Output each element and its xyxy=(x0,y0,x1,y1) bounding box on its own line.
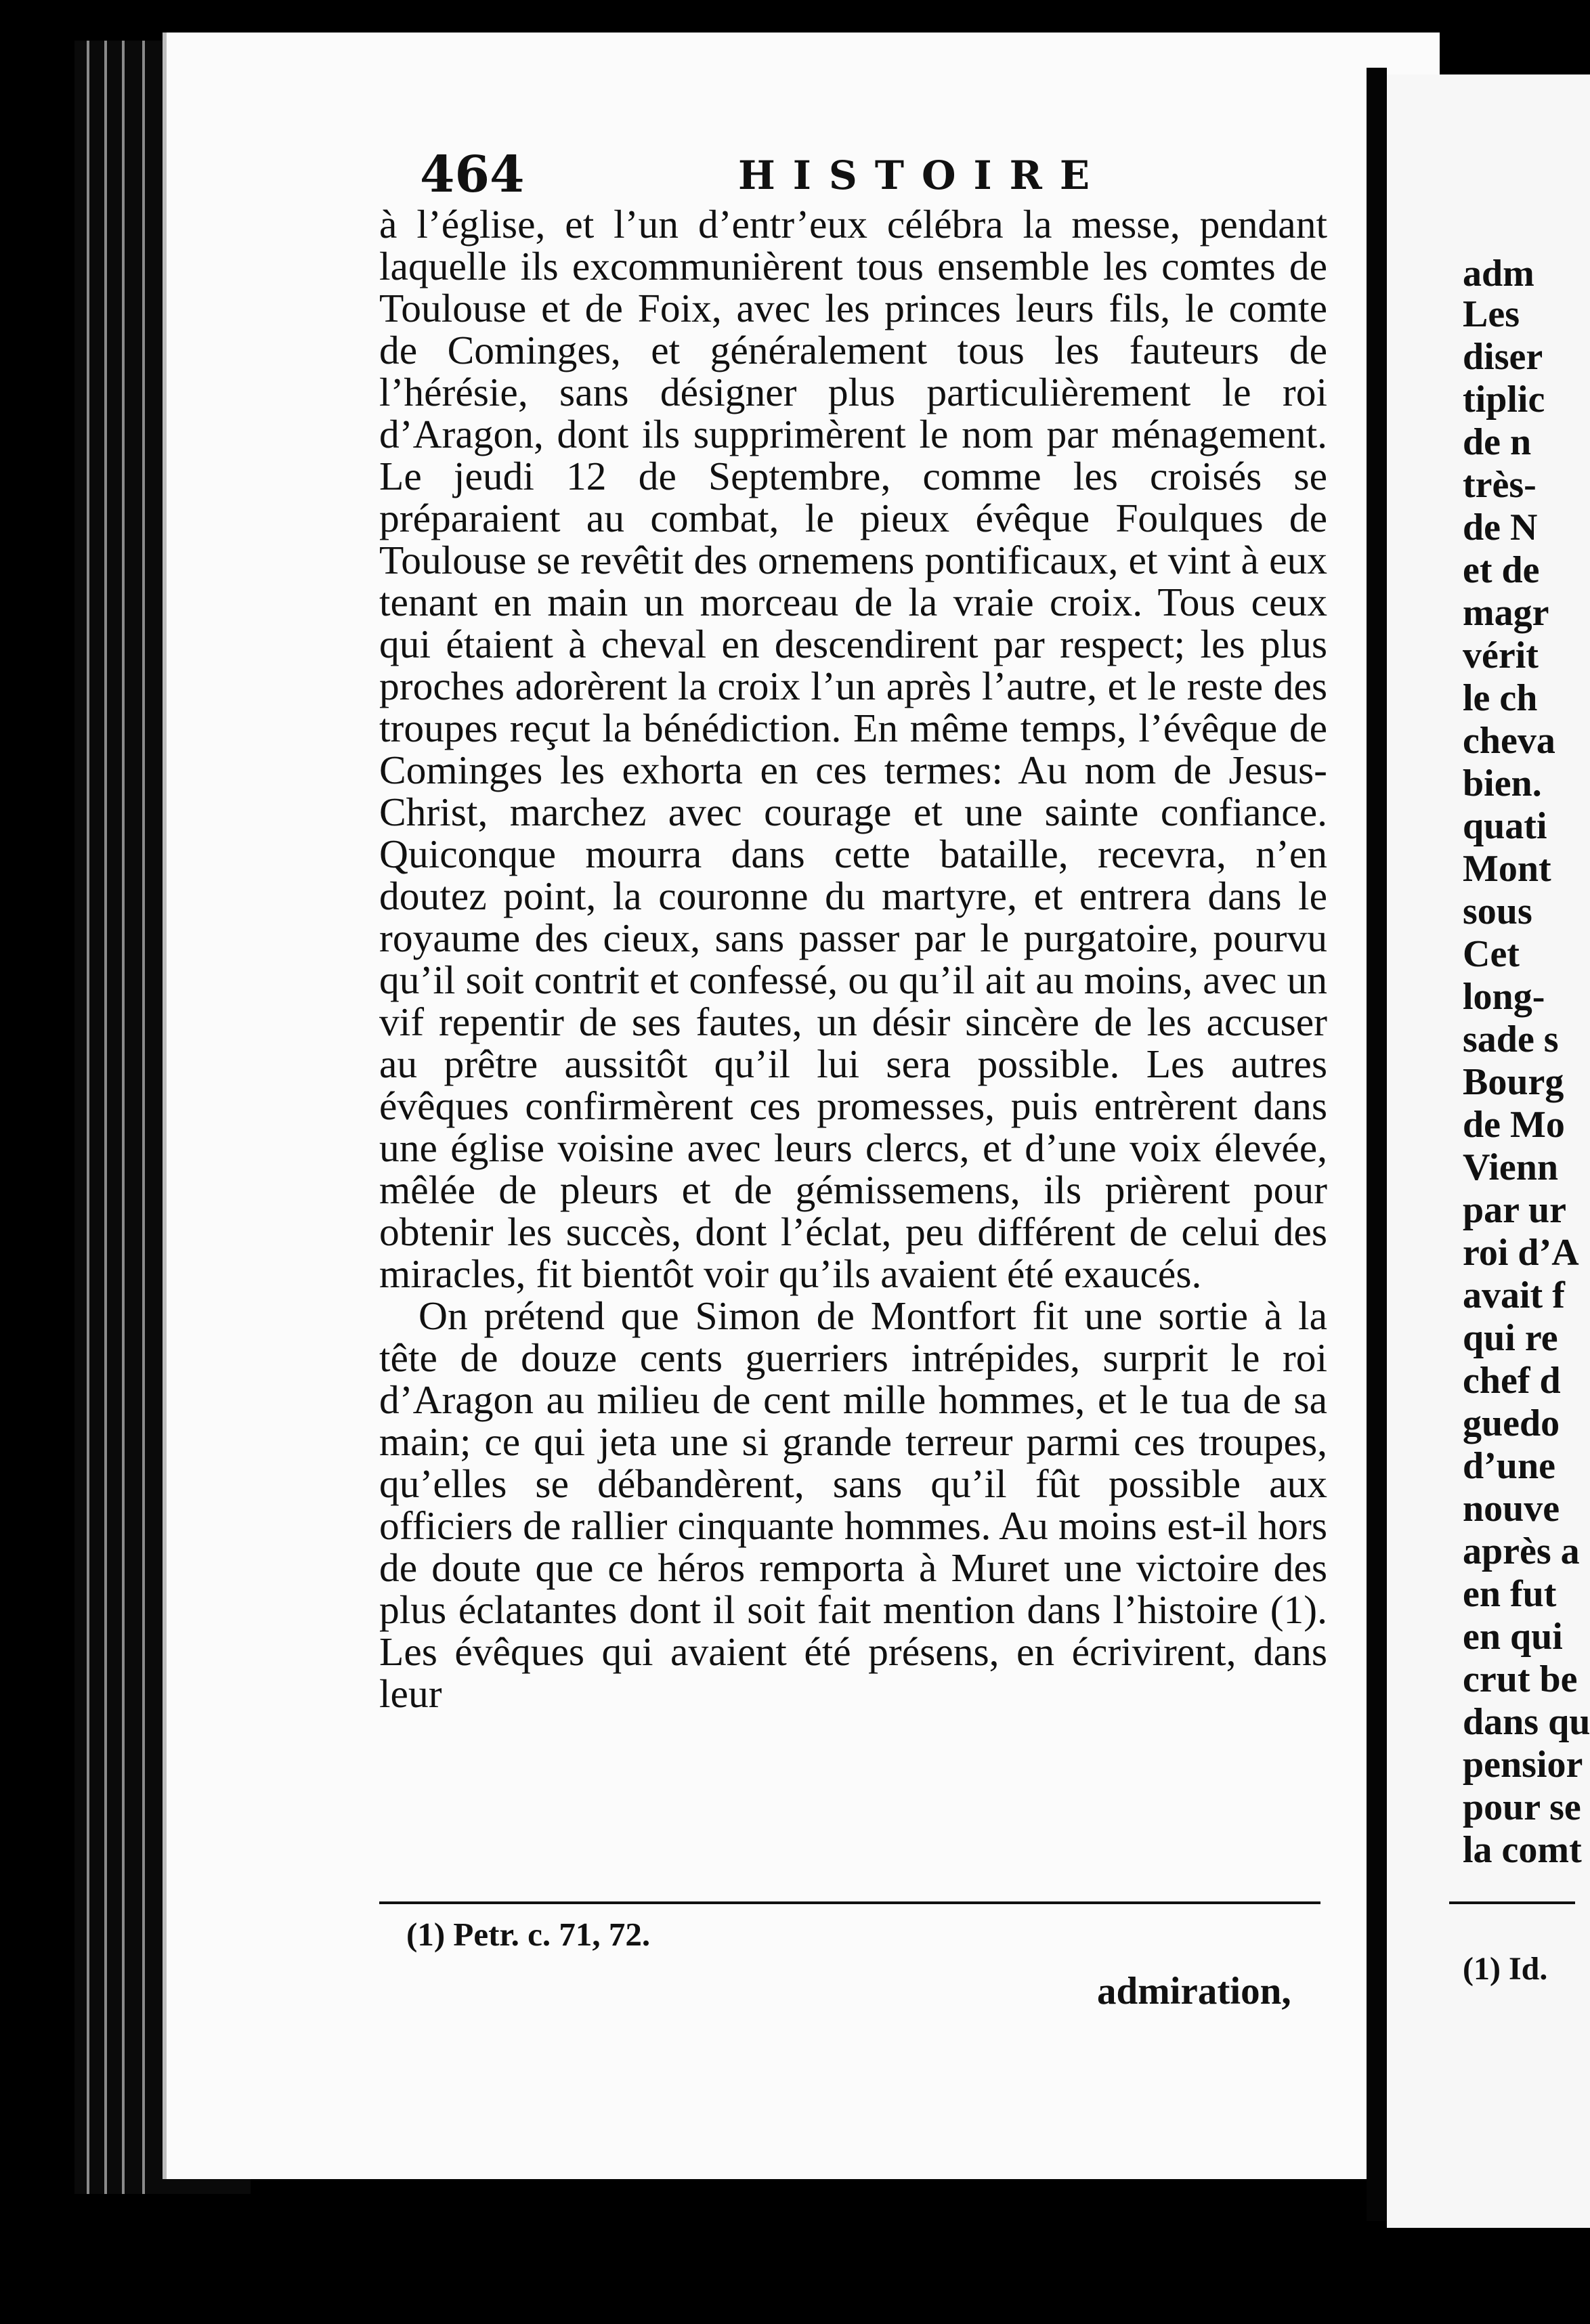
right-fragment: guedo xyxy=(1463,1402,1560,1444)
footnote: (1) Petr. c. 71, 72. xyxy=(406,1916,651,1953)
right-fragment: pour se xyxy=(1463,1786,1581,1828)
page-header xyxy=(420,146,1341,204)
paragraph: On prétend que Simon de Montfort fit une sortie à la tête de douze cents guerriers intrépides, surprit le roi d’Aragon au milieu de cent mille hommes, et le tua de sa main; ce qui jeta une si grande terreur parmi ces troupes, qu’elles se débandèrent, sans qu’il fût possible aux officiers de rallier cinquante hommes. Au moins est-il hors de doute que ce héros remporta à Muret une victoire des plus éclatantes dont il soit fait mention dans l’histoire (1). Les évêques qui avaient été présens, en écrivirent, dans leur xyxy=(379,1293,1327,1716)
right-fragment: Vienn xyxy=(1463,1146,1559,1188)
right-fragment: le ch xyxy=(1463,677,1538,719)
right-fragment: de N xyxy=(1463,507,1538,548)
right-fragment: tiplic xyxy=(1463,379,1545,421)
right-fragment: cheva xyxy=(1463,720,1555,762)
catchword: admiration, xyxy=(1097,1970,1291,2013)
right-footnote: (1) Id. xyxy=(1463,1951,1548,1987)
right-fragment: Les xyxy=(1463,293,1520,335)
right-fragment: d’une xyxy=(1463,1445,1555,1487)
right-fragment: adm xyxy=(1463,253,1534,295)
right-fragment: qui re xyxy=(1463,1317,1558,1359)
right-fragment: très- xyxy=(1463,464,1537,506)
running-title: HISTOIRE xyxy=(738,152,1108,198)
right-fragment: et de xyxy=(1463,549,1540,591)
right-fragment: vérit xyxy=(1463,634,1539,676)
footnote-rule xyxy=(379,1901,1320,1904)
right-fragment: en fut xyxy=(1463,1573,1557,1615)
right-fragment: Mont xyxy=(1463,848,1551,890)
right-fragment: par ur xyxy=(1463,1189,1566,1231)
right-fragment: en qui xyxy=(1463,1616,1563,1658)
right-fragment: Cet xyxy=(1463,933,1520,975)
right-fragment: dans qu xyxy=(1463,1701,1590,1743)
right-fragment: avait f xyxy=(1463,1274,1565,1316)
page-gutter xyxy=(1367,68,1387,2221)
right-fragment: après a xyxy=(1463,1530,1580,1572)
page-number: 464 xyxy=(420,146,525,204)
right-fragment: de Mo xyxy=(1463,1104,1565,1146)
main-text xyxy=(379,203,1327,1715)
right-fragment: Bourg xyxy=(1463,1061,1564,1103)
right-fragment: sade s xyxy=(1463,1018,1559,1060)
paragraph: à l’église, et l’un d’entr’eux célébra la messe, pendant laquelle ils excommunièrent tous ensemble les comtes de Toulouse et de Foix, avec les princes leurs fils, le comte de Cominges, et généralement tous les fauteurs de l’hérésie, sans désigner plus particulièrement le roi d’Aragon, dont ils supprimèrent le nom par ménagement. Le jeudi 12 de Septembre, comme les croisés se préparaient au combat, le pieux évêque Foulques de Toulouse se revêtit des ornemens pontificaux, et vint à eux tenant en main un morceau de la vraie croix. Tous ceux qui étaient à cheval en descendirent par respect; les plus proches adorèrent la croix l’un après l’autre, et le reste des troupes reçut la bénédiction. En même temps, l’évêque de Cominges les exhorta en ces termes: Au nom de Jesus-Christ, marchez avec courage et une sainte confiance. Quiconque mourra dans cette bataille, recevra, n’en doutez point, la couronne du martyre, et entrera dans le royaume des cieux, sans passer par le purgatoire, pourvu qu’il soit contrit et confessé, ou qu’il ait au moins, avec un vif repentir de ses fautes, un désir sincère de les accuser au prêtre aussitôt qu’il lui sera possible. Les autres évêques confirmèrent ces promesses, puis entrèrent dans une église voisine avec leurs clercs, et d’une voix élevée, mêlée de pleurs et de gémissemens, ils prièrent pour obtenir les succès, dont l’éclat, peu différent de celui des miracles, fit bientôt voir qu’ils avaient été exaucés. xyxy=(379,202,1327,1296)
right-fragment: pensior xyxy=(1463,1744,1583,1786)
right-fragment: long- xyxy=(1463,976,1545,1018)
right-fragment: la comt xyxy=(1463,1829,1582,1871)
right-fragment: diser xyxy=(1463,336,1543,378)
right-fragment: magr xyxy=(1463,592,1549,634)
right-fragment: sous xyxy=(1463,890,1532,932)
right-fragment: bien. xyxy=(1463,762,1542,804)
right-fragment: nouve xyxy=(1463,1488,1560,1530)
right-fragment: crut be xyxy=(1463,1658,1578,1700)
right-footnote-rule xyxy=(1449,1901,1575,1904)
right-fragment: quati xyxy=(1463,805,1547,847)
right-fragment: chef d xyxy=(1463,1360,1561,1402)
right-fragment: de n xyxy=(1463,421,1532,463)
right-fragment: roi d’A xyxy=(1463,1232,1579,1274)
